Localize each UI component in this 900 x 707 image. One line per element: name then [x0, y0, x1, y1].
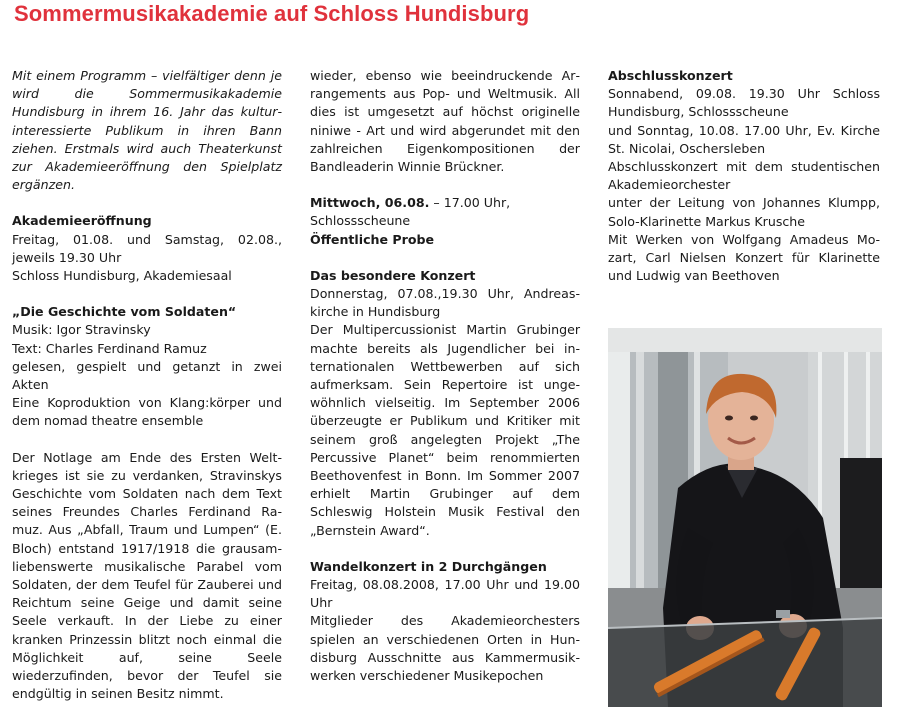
final-concert-heading: Abschlusskonzert: [608, 68, 733, 83]
soldier-story: Der Notlage am Ende des Ersten Weltkrieges ist sie zu verdanken, Stravinskys Geschichte vom Soldaten nach dem Text seines Freundes Charles Ferdinand Ramuz. Aus „Abfall, Traum und Lumpen“ (E. Bloch) entstand 1917/1918 die grausam-liebenswerte musikalische Parabel vom Soldaten, der dem Teufel für Zauberei und Reichtum seine Geige und damit seine Seele verkauft. In der Liebe zu einer kranken Prinzessin blitzt noch einmal die Möglichkeit auf, seine Seele wiederzufinden, bevor der Teufel sie endgültig in seinen Besitz nimmt.: [12, 449, 282, 702]
final-concert-line-5: Mit Werken von Wolfgang Amadeus Mozart, Carl Nielsen Konzert für Klarinette und Ludwig van Beethoven: [608, 231, 880, 284]
soldier-performance: gelesen, gespielt und getanzt in zwei Akten: [12, 358, 282, 393]
rehearsal-time: – 17.00 Uhr,: [429, 195, 511, 211]
percussionist-photo: [608, 328, 882, 707]
final-concert-line-4: unter der Leitung von Johannes Klumpp, Solo-Klarinette Markus Krusche: [608, 195, 880, 229]
special-concert-date: Donnerstag, 07.08.,19.30 Uhr, Andreaskirche in Hundisburg: [310, 286, 580, 320]
rehearsal-title: Öffentliche Probe: [310, 231, 435, 247]
soldier-music: Musik: Igor Stravinsky: [12, 322, 151, 338]
rehearsal-date: Mittwoch, 06.08.: [310, 195, 430, 211]
special-concert-heading: Das besondere Konzert: [310, 267, 476, 283]
opening-place: Schloss Hundisburg, Akademiesaal: [12, 268, 232, 284]
final-concert-line-2: und Sonntag, 10.08. 17.00 Uhr, Ev. Kirche St. Nicolai, Oschersleben: [608, 122, 880, 156]
rehearsal-date-line: [310, 194, 580, 212]
opening-heading: Akademieeröffnung: [12, 213, 152, 229]
percussionist-illustration: [608, 328, 882, 707]
opening-date: Freitag, 01.08. und Samstag, 02.08., jeweils 19.30 Uhr: [12, 231, 282, 265]
column-2: [310, 67, 580, 685]
soldier-heading: „Die Geschichte vom Soldaten“: [12, 304, 237, 320]
walking-concert-heading: Wandelkonzert in 2 Durchgängen: [310, 558, 547, 574]
walking-concert-date: Freitag, 08.08.2008, 17.00 Uhr und 19.00 Uhr: [310, 577, 580, 611]
column-3: [608, 67, 880, 285]
special-concert-body: Der Multipercussionist Martin Grubinger machte bereits als Jugendlicher bei internationalen Wettbewerben auf sich aufmerksam. Sein Repertoire ist ungewöhnlich vielseitig. Im September 2006 überzeugte er Publikum und Kritiker mit seinem groß angelegten Projekt „The Percussive Planet“ beim renommierten Beethovenfest in Bonn. Im Sommer 2007 erhielt Martin Grubinger auf dem Schleswig Holstein Musik Festival den „Bernstein Award“.: [310, 322, 580, 538]
continuation-paragraph: wieder, ebenso wie beeindruckende Arrangements aus Pop- und Weltmusik. All dies ist umgesetzt auf höchst originelle niniwe - Art und wird abgerundet mit den zahlreichen Eigenkompositionen der Bandleaderin Winnie Brückner.: [310, 68, 580, 175]
rehearsal-place: Schlossscheune: [310, 213, 411, 229]
intro-paragraph: Mit einem Programm – vielfältiger denn je wird die Sommermusikakademie Hundisburg in ihrem 16. Jahr das kulturinteressierte Publikum in ihren Bann ziehen. Erstmals wird auch Theaterkunst zur Akademieeröffnung den Spielplatz ergänzen.: [12, 68, 282, 193]
page-title: Sommermusikakademie auf Schloss Hundisburg: [14, 1, 530, 26]
final-concert-line-3: Abschlusskonzert mit dem studentischen Akademieorchester: [608, 159, 880, 193]
final-concert-line-1: Sonnabend, 09.08. 19.30 Uhr Schloss Hundisburg, Schlossscheune: [608, 86, 880, 120]
soldier-text-author: Text: Charles Ferdinand Ramuz: [12, 340, 207, 356]
soldier-coproduction: Eine Koproduktion von Klang:körper und dem nomad theatre ensemble: [12, 395, 282, 429]
column-1: [12, 67, 282, 704]
walking-concert-body: Mitglieder des Akademieorchesters spielen an verschiedenen Orten in Hundisburg Ausschnitte aus Kammermusikwerken verschiedener Musikepochen: [310, 613, 580, 684]
